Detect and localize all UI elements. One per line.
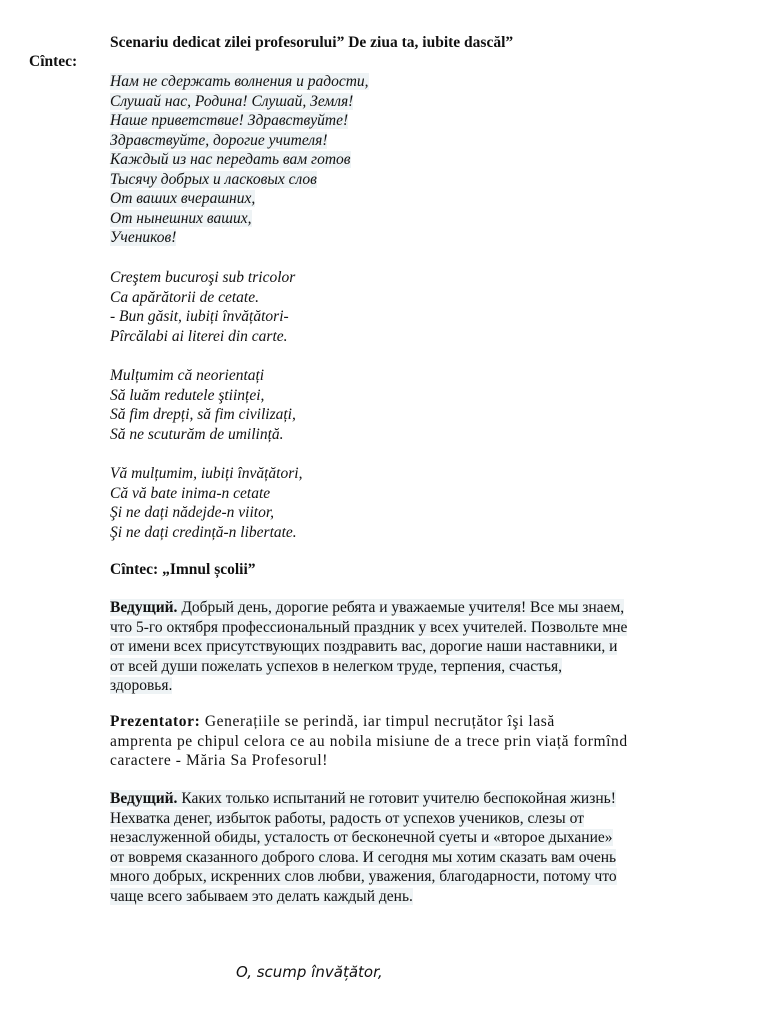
poem-line: Слушай нас, Родина! Слушай, Земля! [110,92,354,110]
poem-stanza-russian [110,72,369,248]
poem-line: - Bun găsit, iubiți învățători- [110,308,289,325]
poem-line: Creştem bucuroşi sub tricolor [110,269,296,286]
paragraph-presenter-ru-2 [110,789,720,907]
paragraph-line: Ведущий. Добрый день, дорогие ребята и уважаемые учителя! Все мы знаем, [110,599,625,616]
paragraph-line: от всей души пожелать успехов в нелегком труде, терпения, счастья, [110,657,562,675]
poem-line: От ваших вчерашних, [110,190,256,207]
poem-line: Să fim drepți, să fim civilizați, [110,406,296,423]
paragraph-line: незаслуженной обиды, усталость от бесконечной суеты и «второе дыхание» [110,829,613,847]
poem-stanza-3 [110,464,302,542]
poem-line: Нам не сдержать волнения и радости, [110,73,369,90]
poem-line: Каждый из нас передать вам готов [110,151,351,168]
poem-line: Pîrcălabi ai literei din carte. [110,327,288,345]
poem-line: Тысячу добрых и ласковых слов [110,170,317,188]
poem-opening-line: O, scump învățător, [236,963,383,981]
poem-line: Şi ne dați nădejde-n viitor, [110,504,275,521]
poem-line: Наше приветствие! Здравствуйте! [110,112,349,129]
poem-line: От нынешних ваших, [110,209,252,227]
poem-stanza-1 [110,268,295,346]
speaker-label: Ведущий. [110,599,178,616]
paragraph-line: Нехватка денег, избыток работы, радость от успехов учеников, слезы от [110,809,584,827]
paragraph-line: от вовремя сказанного доброго слова. И сегодня мы хотим сказать вам очень [110,848,617,866]
poem-line: Şi ne dați credință-n libertate. [110,523,297,541]
poem-line: Учеников! [110,229,177,246]
document-title: Scenariu dedicat zilei profesorului” De ziua ta, iubite dascăl” [110,34,514,51]
poem-line: Să luăm redutele ştiinței, [110,386,265,404]
paragraph-line: здоровья. [110,677,173,695]
poem-line: Ca apărătorii de cetate. [110,288,259,306]
paragraph-line: от имени всех присутствующих поздравить вас, дорогие наши наставники, и [110,638,618,656]
poem-line: Здравствуйте, дорогие учителя! [110,131,328,149]
paragraph-line: много добрых, искренних слов любви, уважения, благодарности, потому что [110,868,617,886]
paragraph-line: что 5-го октября профессиональный праздник у всех учителей. Позвольте мне [110,618,628,636]
poem-line: Că vă bate inima-n cetate [110,484,271,502]
poem-stanza-2 [110,366,296,444]
song-label: Cîntec: [29,53,78,70]
poem-line: Mulțumim că neorientați [110,367,265,384]
song-title: Cîntec: „Imnul școlii” [110,561,256,578]
speaker-label: Ведущий. [110,790,178,807]
paragraph-line: Prezentator: Generațiile se perindă, iar timpul necruțător îşi lasă [110,713,555,730]
paragraph-line: Ведущий. Каких только испытаний не готовит учителю беспокойная жизнь! [110,790,616,807]
poem-line: Vă mulțumim, iubiți învățători, [110,465,303,482]
paragraph-presenter-ru-1 [110,598,720,696]
speaker-label: Prezentator: [110,713,201,730]
paragraph-line: caractere - Măria Sa Profesorul! [110,752,329,770]
paragraph-line: чаще всего забываем это делать каждый день. [110,887,413,905]
poem-line: Să ne scuturăm de umilință. [110,425,284,443]
paragraph-line: amprenta pe chipul celora ce au nobila misiune de a trece prin viață formînd [110,732,628,750]
paragraph-presenter-ro [110,712,720,771]
